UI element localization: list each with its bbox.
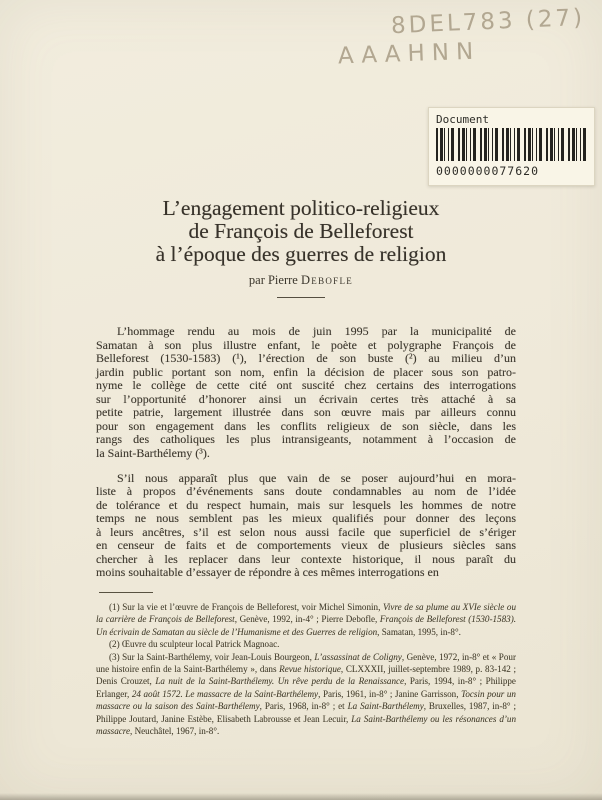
text-line: jardin public portant son nom, enfin la décision de placer sous son patro- [96, 364, 516, 379]
text-line: en censeur de faits et de comportements vieux de plusieurs siècles sans [96, 538, 516, 552]
barcode-icon [436, 128, 586, 161]
text-line: nyme le collège de cette cité ont suscité chez certains des interrogations [96, 378, 516, 392]
text-line: moins souhaitable d’essayer de répondre à ces mêmes interrogations en [96, 565, 439, 579]
text-line: de tolérance et du respect humain, mais sur lesquels les hommes de notre [96, 497, 516, 512]
footnote-1: (1) Sur la vie et l’œuvre de François de Belleforest, voir Michel Simonin, Vivre de sa plume au XVIe siècle ou la carrière de François de Belleforest, Genève, 1992, in-4° ; Pierre Debofle, François de Belleforest (1530-1583). Un écrivain de Samatan au siècle de l’Humanisme et des Guerres de religion, Samatan, 1995, in-8°. [96, 602, 516, 637]
barcode-label [428, 107, 595, 186]
article-title-line-3: à l’époque des guerres de religion [155, 242, 447, 266]
byline-author: Debofle [300, 273, 354, 287]
text-line: rangs des catholiques les plus intransigeants, notamment à l’occasion de [96, 432, 516, 446]
footnote-separator [99, 592, 153, 593]
handwritten-shelfmark: 8DEL783 (27) [390, 4, 586, 40]
handwritten-code: AAAHNN [337, 38, 481, 70]
title-rule [277, 297, 325, 298]
text-line: la Saint-Barthélemy (³). [96, 445, 210, 460]
article-title-line-2: de François de Belleforest [188, 219, 414, 243]
text-line: pour son engagement dans les conflits religieux de son siècle, dans les [96, 418, 516, 433]
barcode-label-title: Document [436, 113, 489, 126]
text-line: petite patrie, largement illustrée dans son œuvre mais par ailleurs connu [96, 405, 516, 419]
body-paragraph-1 [96, 325, 516, 460]
scan-bottom-edge [0, 793, 602, 800]
barcode-number: 0000000077620 [436, 164, 540, 178]
footnote-2: (2) Œuvre du sculpteur local Patrick Magnoac. [109, 639, 280, 650]
byline-prefix: par Pierre [248, 273, 301, 287]
text-line: liste à propos d’événements sans doute condamnables au nom de l’idée [96, 484, 516, 498]
text-line: Samatan à son plus illustre enfant, le poète et polygraphe François de [96, 337, 516, 352]
text-line: S’il nous apparaît plus que vain de se poser aujourd’hui en mora- [117, 470, 516, 485]
text-line: L’hommage rendu au mois de juin 1995 par la municipalité de [117, 324, 516, 338]
text-line: à leurs ancêtres, s’il est selon nous aussi facile que superficiel de s’ériger [96, 524, 516, 539]
article-header [0, 197, 602, 298]
text-line: chercher à les replacer dans leur contexte historique, il nous paraît du [96, 551, 516, 566]
text-line: temps ne nous semblent pas les mieux qualifiés pour donner des leçons [96, 511, 516, 525]
text-line: sur l’opportunité d’honorer ainsi un écrivain certes très attaché à sa [96, 391, 516, 406]
article-title-line-1: L’engagement politico-religieux [162, 196, 440, 220]
text-line: Belleforest (1530-1583) (¹), l’érection de son buste (²) au milieu d’un [96, 351, 516, 365]
footnotes [96, 601, 516, 737]
article-body [96, 325, 516, 580]
byline [0, 273, 602, 288]
footnote-3: (3) Sur la Saint-Barthélemy, voir Jean-Louis Bourgeon, L’assassinat de Coligny, Genève, 1972, in-8° et « Pour une histoire enfin de la Saint-Barthélemy », dans Revue historique, CLXXXII, juillet-septembre 1989, p. 83-142 ; Denis Crouzet, La nuit de la Saint-Barthélemy. Un rêve perdu de la Renaissance, Paris, 1994, in-8° ; Philippe Erlanger, 24 août 1572. Le massacre de la Saint-Barthélemy, Paris, 1961, in-8° ; Janine Garrisson, Tocsin pour un massacre ou la saison des Saint-Barthélemy, Paris, 1968, in-8° ; et La Saint-Barthélemy, Bruxelles, 1987, in-8° ; Philippe Joutard, Janine Estèbe, Elisabeth Labrousse et Jean Lecuir, La Saint-Barthélemy ou les résonances d’un massacre, Neuchâtel, 1967, in-8°. [96, 651, 517, 737]
body-paragraph-2 [96, 472, 516, 580]
